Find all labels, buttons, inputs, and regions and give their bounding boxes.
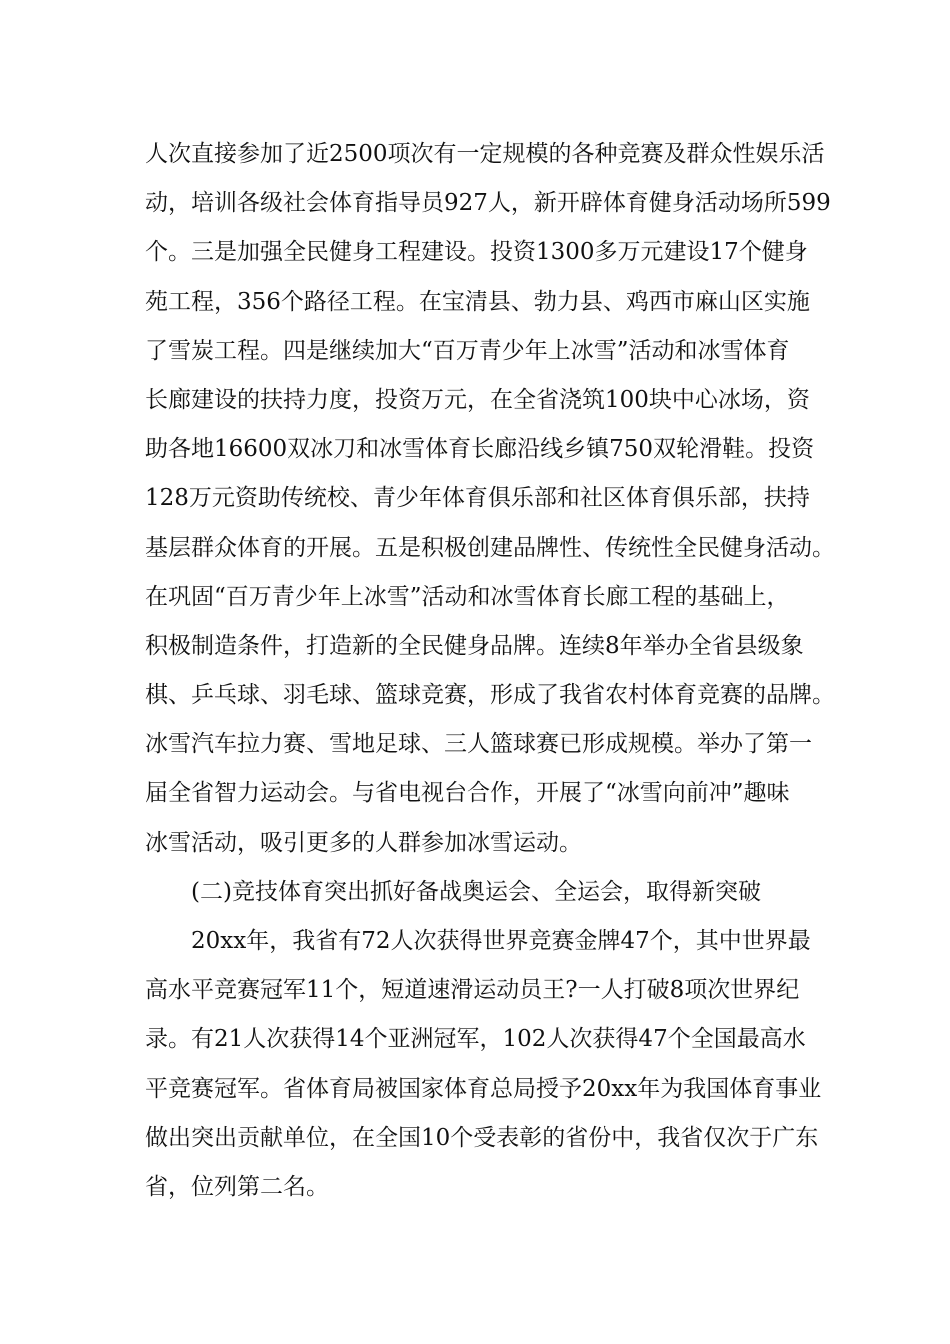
text-line: 人次直接参加了近2500项次有一定规模的各种竞赛及群众性娱乐活 (145, 141, 825, 167)
document-body (145, 130, 835, 1212)
text-line: 128万元资助传统校、青少年体育俱乐部和社区体育俱乐部，扶持 (145, 485, 810, 512)
text-line: 20xx年，我省有72人次获得世界竞赛金牌47个，其中世界最 (191, 928, 811, 954)
text-line: 在巩固“百万青少年上冰雪”活动和冰雪体育长廊工程的基础上， (145, 583, 790, 610)
text-line: 基层群众体育的开展。五是积极创建品牌性、传统性全民健身活动。 (145, 534, 835, 561)
text-line: 长廊建设的扶持力度，投资万元，在全省浇筑100块中心冰场，资 (145, 386, 810, 413)
text-line: 个。三是加强全民健身工程建设。投资1300多万元建设17个健身 (145, 239, 808, 266)
text-line: (二)竞技体育突出抓好备战奥运会、全运会，取得新突破 (191, 878, 761, 905)
text-line: 冰雪汽车拉力赛、雪地足球、三人篮球赛已形成规模。举办了第一 (145, 731, 812, 758)
text-line: 动，培训各级社会体育指导员927人，新开辟体育健身活动场所599 (145, 190, 831, 217)
text-line: 做出突出贡献单位，在全国10个受表彰的省份中，我省仅次于广东 (145, 1124, 819, 1151)
text-line: 届全省智力运动会。与省电视台合作，开展了“冰雪向前冲”趣味 (145, 780, 790, 807)
text-line: 积极制造条件，打造新的全民健身品牌。连续8年举办全省县级象 (145, 632, 804, 659)
text-line: 录。有21人次获得14个亚洲冠军，102人次获得47个全国最高水 (145, 1026, 806, 1053)
text-line: 棋、乒乓球、羽毛球、篮球竞赛，形成了我省农村体育竞赛的品牌。 (145, 682, 835, 709)
text-line: 高水平竞赛冠军11个，短道速滑运动员王?一人打破8项次世界纪 (145, 977, 800, 1004)
text-line: 助各地16600双冰刀和冰雪体育长廊沿线乡镇750双轮滑鞋。投资 (145, 436, 815, 463)
text-line: 冰雪活动，吸引更多的人群参加冰雪运动。 (145, 829, 582, 856)
text-line: 平竞赛冠军。省体育局被国家体育总局授予20xx年为我国体育事业 (145, 1075, 822, 1102)
text-line: 省，位列第二名。 (145, 1173, 329, 1200)
text-line: 了雪炭工程。四是继续加大“百万青少年上冰雪”活动和冰雪体育 (145, 337, 790, 364)
text-line: 苑工程，356个路径工程。在宝清县、勃力县、鸡西市麻山区实施 (145, 288, 810, 315)
